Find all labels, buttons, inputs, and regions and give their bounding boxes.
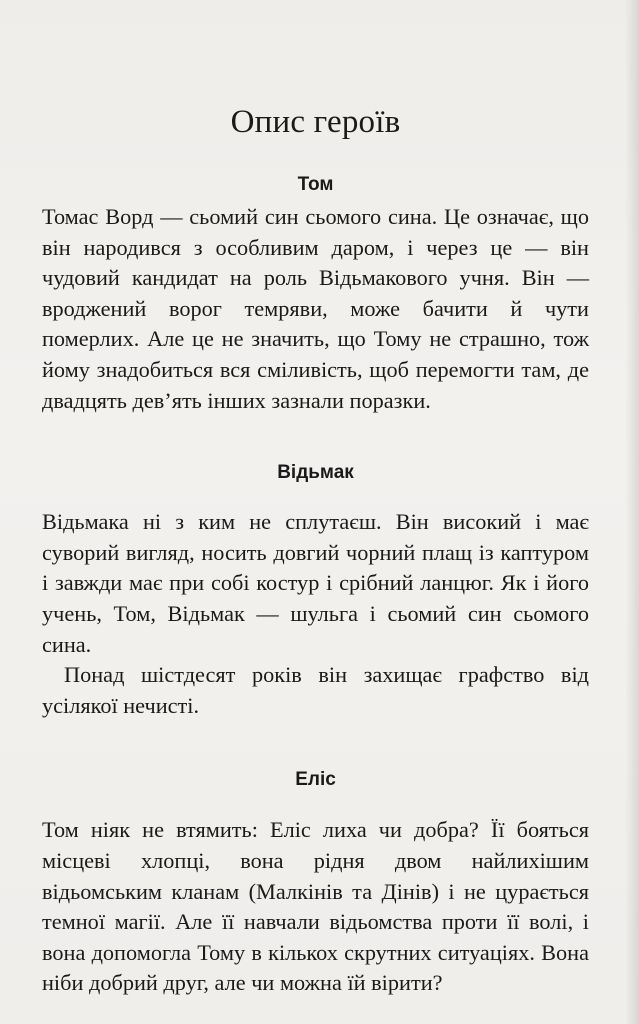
page-title: Опис героїв bbox=[230, 104, 401, 140]
paragraph-vidmak-description: Відьмака ні з ким не сплутаєш. Він високий і має суворий вигляд, носить довгий чорний плащ із каптуром і завжди має при собі костур і срібний ланцюг. Як і його учень, Том, Відьмак — шульга і сьомий син сьомого сина. bbox=[42, 509, 589, 657]
section-heading-elis: Еліс bbox=[295, 769, 336, 791]
paragraph-vidmak-years: Понад шістдесят років він захищає графство від усілякої нечисті. bbox=[42, 662, 589, 718]
paragraph-elis: Том ніяк не втямить: Еліс лиха чи добра? Її бояться місцеві хлопці, вона рідня двом найлихішим відьомським кланам (Малкінів та Дінів) і не цурається темної магії. Але її навчали відьомства проти її волі, і вона допомогла Тому в кількох скрутних ситуаціях. Вона ніби добрий друг, але чи можна їй вірити? bbox=[42, 817, 589, 996]
page-edge-shadow bbox=[625, 0, 639, 1024]
page-content bbox=[42, 98, 589, 999]
section-heading-tom: Том bbox=[297, 174, 334, 195]
paragraph-tom: Томас Ворд — сьомий син сьомого сина. Це означає, що він народився з особливим даром, і через це — він чудовий кандидат на роль Відьмакового учня. Він — вроджений ворог темряви, може бачити й чути померлих. Але це не значить, що Тому не страшно, тож йому знадобиться вся сміливість, щоб перемогти там, де двадцять дев’ять інших зазнали поразки. bbox=[42, 204, 589, 413]
section-heading-vidmak: Відьмак bbox=[277, 462, 354, 484]
